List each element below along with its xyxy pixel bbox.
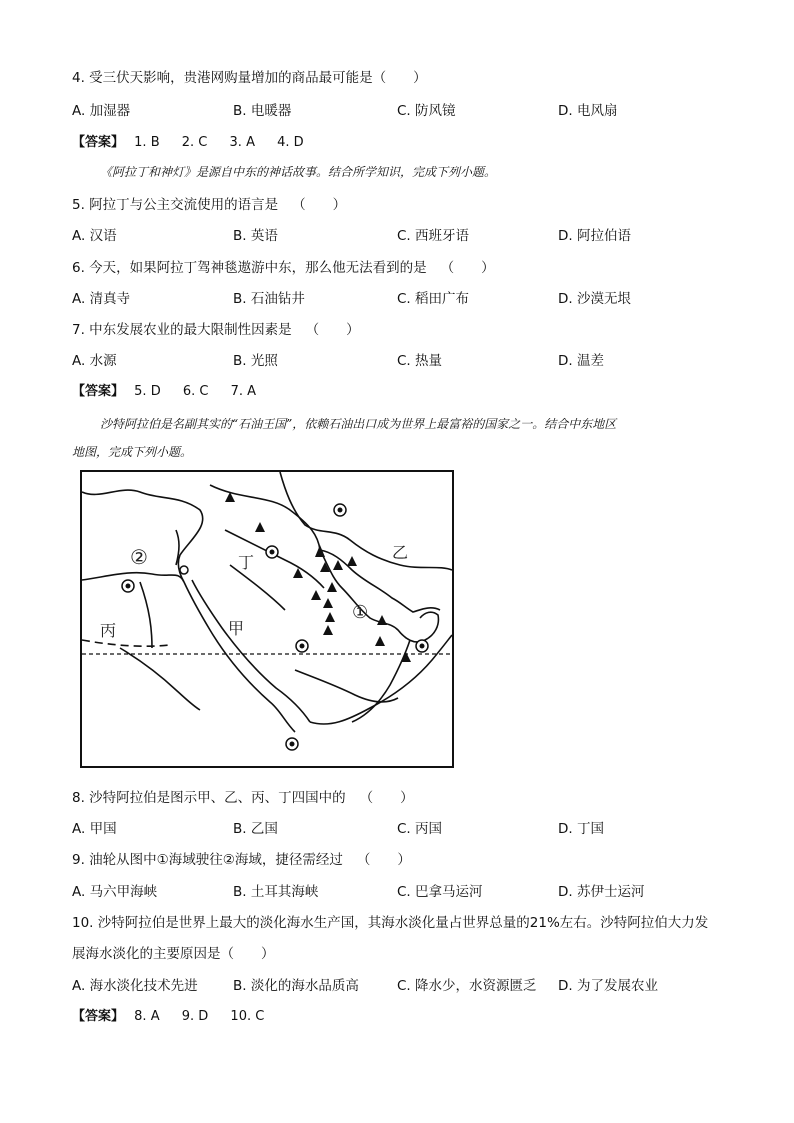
option-c[interactable]: C. 西班牙语 (397, 228, 470, 244)
answer-label: 【答案】 (72, 384, 125, 399)
label-ding: 丁 (238, 553, 255, 572)
option-d[interactable]: D. 苏伊士运河 (558, 884, 645, 900)
answer-item: 8. A (134, 1009, 160, 1024)
option-b[interactable]: B. 土耳其海峡 (233, 884, 319, 900)
option-a[interactable]: A. 马六甲海峡 (72, 884, 158, 900)
label-sea-2: ② (130, 545, 148, 569)
option-a[interactable]: A. 清真寺 (72, 291, 131, 307)
answer-item: 7. A (230, 384, 257, 399)
answer-paren: （ ） (305, 322, 360, 338)
answer-item: 6. C (182, 384, 209, 399)
capital-icon (266, 546, 278, 558)
passage-intro-1: 《阿拉丁和神灯》是源自中东的神话故事。结合所学知识，完成下列小题。 (100, 165, 497, 179)
option-d[interactable]: D. 丁国 (558, 821, 604, 837)
answer-item: 5. D (134, 384, 161, 399)
option-b[interactable]: B. 淡化的海水品质高 (233, 978, 359, 994)
option-b[interactable]: B. 乙国 (233, 821, 278, 837)
question-7-stem (72, 318, 360, 338)
answer-label: 【答案】 (72, 135, 125, 150)
option-c[interactable]: C. 降水少，水资源匮乏 (397, 978, 537, 994)
answer-item: 4. D (277, 135, 304, 150)
option-a[interactable]: A. 水源 (72, 353, 117, 369)
option-d[interactable]: D. 沙漠无垠 (558, 291, 631, 307)
option-a[interactable]: A. 海水淡化技术先进 (72, 978, 198, 994)
option-a[interactable]: A. 加湿器 (72, 103, 131, 119)
option-a[interactable]: A. 甲国 (72, 821, 117, 837)
middle-east-map (80, 470, 454, 768)
capital-icon (416, 640, 428, 652)
option-d[interactable]: D. 阿拉伯语 (558, 228, 631, 244)
option-c[interactable]: C. 巴拿马运河 (397, 884, 483, 900)
capital-icon (334, 504, 346, 516)
question-10-stem-line2: 展海水淡化的主要原因是（ ） (72, 946, 275, 962)
option-b[interactable]: B. 光照 (233, 353, 278, 369)
question-5-text: 5. 阿拉丁与公主交流使用的语言是 (72, 197, 279, 213)
answer-block-2 (72, 380, 274, 399)
question-9-text: 9. 油轮从图中①海域驶往②海域，捷径需经过 (72, 852, 343, 868)
label-sea-1: ① (352, 602, 369, 623)
option-b[interactable]: B. 石油钻井 (233, 291, 305, 307)
capital-icon (122, 580, 134, 592)
option-d[interactable]: D. 电风扇 (558, 103, 618, 119)
question-10-stem-line1: 10. 沙特阿拉伯是世界上最大的淡化海水生产国，其海水淡化量占世界总量的21%左右。沙特阿拉伯大力发 (72, 915, 709, 931)
option-d[interactable]: D. 温差 (558, 353, 604, 369)
option-c[interactable]: C. 防风镜 (397, 103, 456, 119)
label-bing: 丙 (100, 621, 117, 640)
option-c[interactable]: C. 丙国 (397, 821, 443, 837)
answer-paren: （ ） (359, 790, 414, 806)
capital-icon (180, 566, 188, 574)
answer-label: 【答案】 (72, 1009, 125, 1024)
question-8-stem (72, 786, 414, 806)
option-b[interactable]: B. 英语 (233, 228, 278, 244)
option-a[interactable]: A. 汉语 (72, 228, 117, 244)
capital-icon (286, 738, 298, 750)
capital-icon (296, 640, 308, 652)
question-6-stem (72, 256, 495, 276)
answer-paren: （ ） (356, 852, 411, 868)
option-c[interactable]: C. 稻田广布 (397, 291, 470, 307)
answer-item: 2. C (181, 135, 208, 150)
answer-item: 10. C (230, 1009, 265, 1024)
question-8-text: 8. 沙特阿拉伯是图示甲、乙、丙、丁四国中的 (72, 790, 346, 806)
answer-item: 3. A (229, 135, 255, 150)
map-frame (81, 471, 453, 767)
label-yi: 乙 (392, 543, 409, 562)
option-d[interactable]: D. 为了发展农业 (558, 978, 658, 994)
answer-block-1 (72, 131, 322, 150)
question-9-stem (72, 848, 411, 868)
option-b[interactable]: B. 电暖器 (233, 103, 292, 119)
passage-intro-2-line2: 地图，完成下列小题。 (72, 445, 193, 459)
question-4-stem: 4. 受三伏天影响，贵港网购量增加的商品最可能是（ ） (72, 70, 427, 86)
question-5-stem (72, 193, 346, 213)
option-c[interactable]: C. 热量 (397, 353, 443, 369)
passage-intro-2-line1: 沙特阿拉伯是名副其实的“石油王国”，依赖石油出口成为世界上最富裕的国家之一。结合中东地区 (100, 417, 617, 431)
question-6-text: 6. 今天，如果阿拉丁驾神毯遨游中东，那么他无法看到的是 (72, 260, 427, 276)
answer-block-3 (72, 1005, 282, 1024)
answer-paren: （ ） (440, 260, 495, 276)
answer-paren: （ ） (292, 197, 347, 213)
answer-item: 1. B (134, 135, 160, 150)
answer-item: 9. D (181, 1009, 209, 1024)
question-7-text: 7. 中东发展农业的最大限制性因素是 (72, 322, 292, 338)
label-jia: 甲 (228, 619, 245, 638)
